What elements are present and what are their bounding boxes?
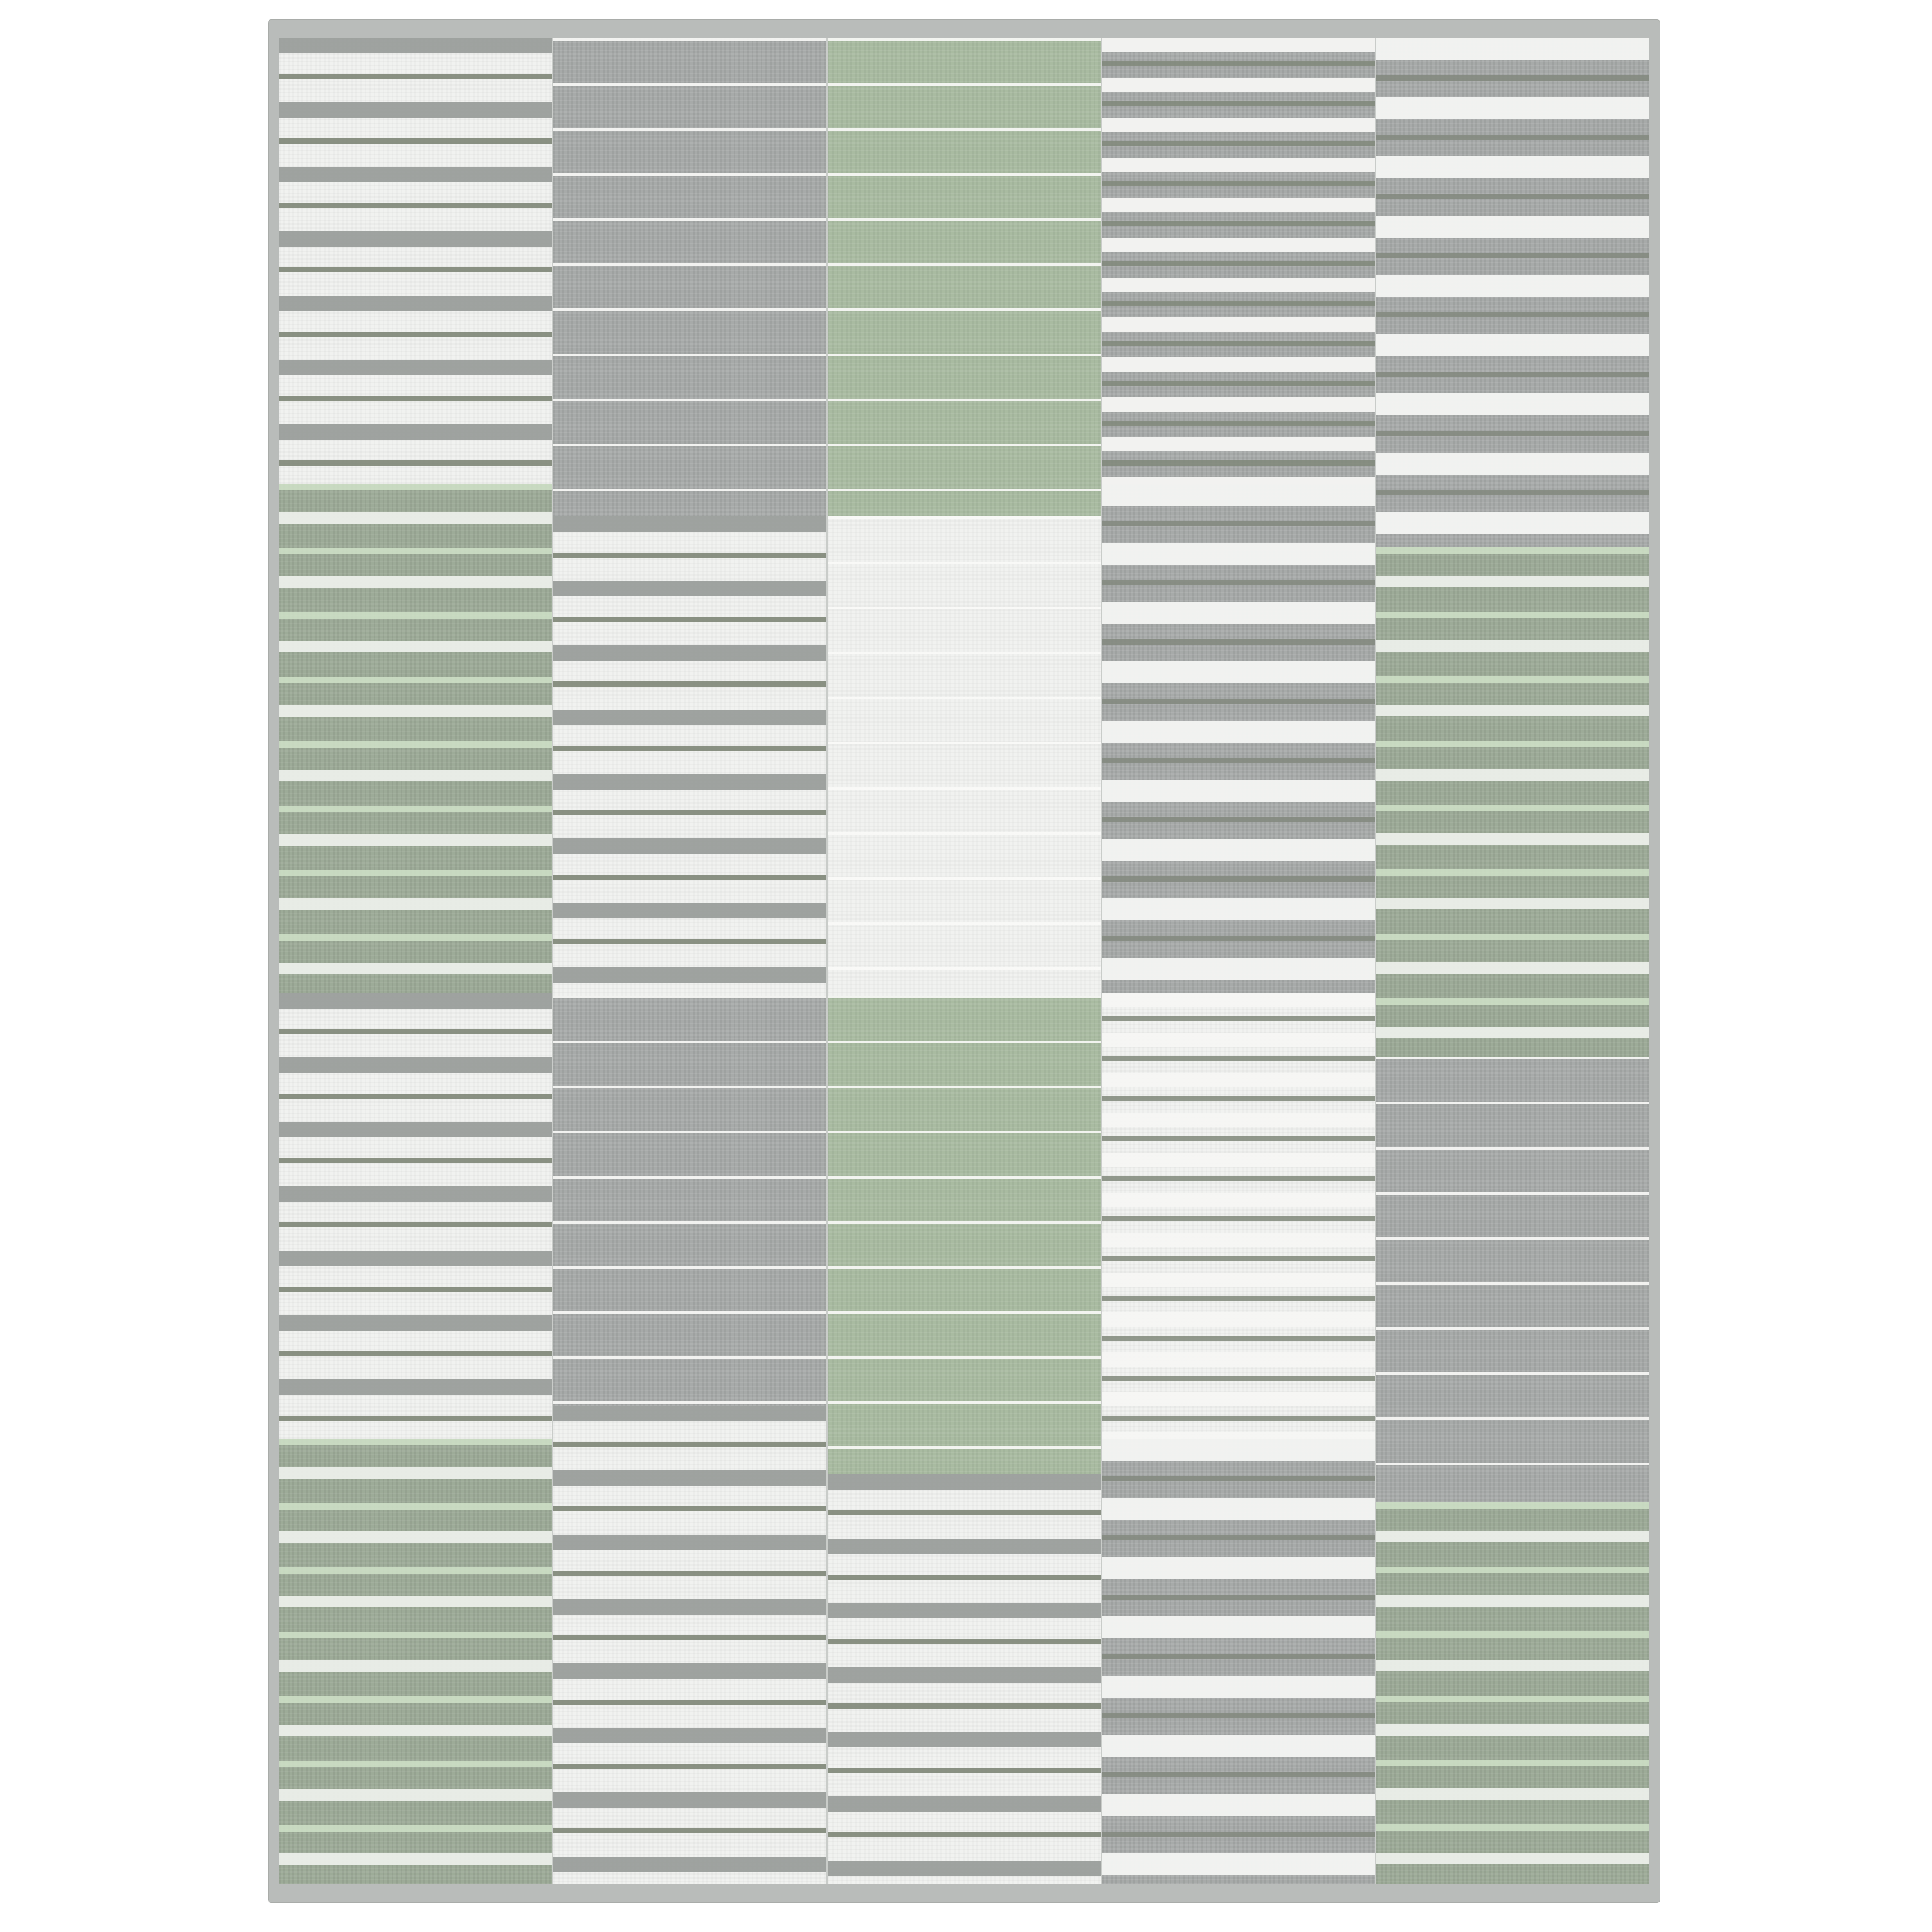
stripe-pattern — [1376, 1502, 1649, 1884]
stripe-pattern — [828, 996, 1101, 1474]
rug-stripe-block — [553, 516, 826, 995]
stripe-pattern — [1102, 38, 1375, 484]
rug — [269, 20, 1660, 1902]
rug-stripe-block — [279, 1439, 552, 1884]
rug-stripe-block — [279, 993, 552, 1439]
stripe-pattern — [1102, 484, 1375, 993]
stripe-pattern — [828, 1474, 1101, 1884]
rug-field — [279, 38, 1649, 1884]
rug-stripe-block — [1102, 38, 1375, 484]
rug-stripe-block — [1376, 38, 1649, 547]
stripe-pattern — [553, 38, 826, 516]
rug-stripe-block — [1376, 1502, 1649, 1884]
rug-stripe-block — [279, 484, 552, 993]
stripe-pattern — [1102, 1439, 1375, 1884]
rug-stripe-block — [1102, 1439, 1375, 1884]
stripe-pattern — [828, 38, 1101, 516]
rug-column — [1102, 38, 1376, 1884]
rug-stripe-block — [1376, 547, 1649, 1057]
rug-stripe-block — [1102, 993, 1375, 1439]
stripe-pattern — [279, 993, 552, 1439]
stripe-pattern — [553, 1406, 826, 1884]
rug-column — [1376, 38, 1649, 1884]
rug-stripe-block — [828, 1474, 1101, 1884]
rug-stripe-block — [828, 38, 1101, 516]
stripe-pattern — [1376, 1057, 1649, 1502]
rug-stripe-block — [828, 516, 1101, 995]
rug-column — [279, 38, 553, 1884]
stripe-pattern — [1102, 993, 1375, 1439]
rug-stripe-block — [828, 996, 1101, 1474]
stripe-pattern — [1376, 547, 1649, 1057]
rug-column — [828, 38, 1102, 1884]
stripe-pattern — [279, 1439, 552, 1884]
stripe-pattern — [828, 516, 1101, 995]
rug-stripe-block — [279, 38, 552, 484]
rug-column — [553, 38, 828, 1884]
stripe-pattern — [553, 996, 826, 1406]
stripe-pattern — [279, 38, 552, 484]
rug-stripe-block — [553, 38, 826, 516]
rug-stripe-block — [1102, 484, 1375, 993]
rug-stripe-block — [553, 996, 826, 1406]
rug-stripe-block — [1376, 1057, 1649, 1502]
stripe-pattern — [279, 484, 552, 993]
rug-stripe-block — [553, 1406, 826, 1884]
stripe-pattern — [553, 516, 826, 995]
stripe-pattern — [1376, 38, 1649, 547]
